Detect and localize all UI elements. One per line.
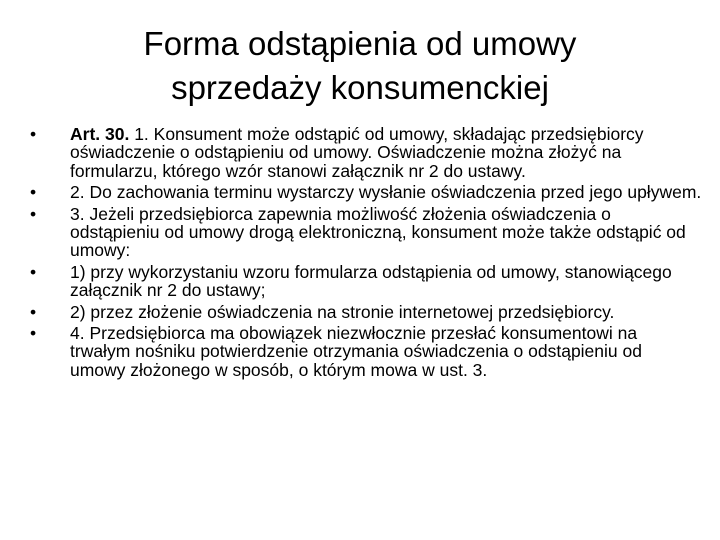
- bullet-text: 4. Przedsiębiorca ma obowiązek niezwłocznie przesłać konsumentowi na trwałym nośniku potwierdzenie otrzymania oświadczenia o odstąpieniu od umowy złożonego w sposób, o którym mowa w ust. 3.: [70, 323, 642, 380]
- bullet-item-4: [30, 324, 702, 379]
- bullet-text: 2) przez złożenie oświadczenia na stronie internetowej przedsiębiorcy.: [70, 301, 615, 322]
- bullet-item-2: [30, 183, 702, 201]
- slide-title: [40, 22, 680, 110]
- article-reference: Art. 30.: [70, 124, 130, 144]
- bullet-icon: •: [30, 182, 37, 203]
- bullet-icon: •: [30, 124, 37, 144]
- slide-title-line-1: Forma odstąpienia od umowy: [143, 25, 577, 62]
- bullet-text: 2. Do zachowania terminu wystarczy wysłanie oświadczenia przed jego upływem.: [70, 182, 702, 203]
- bullet-icon: •: [30, 261, 37, 282]
- bullet-item-art-30-1: [30, 125, 702, 180]
- slide-title-line-2: sprzedaży konsumenckiej: [171, 69, 549, 106]
- bullet-item-3-2: [30, 303, 702, 321]
- bullet-text: 3. Jeżeli przedsiębiorca zapewnia możliwość złożenia oświadczenia o odstąpieniu od umowy drogą elektroniczną, konsument może także odstąpić od umowy:: [70, 203, 686, 261]
- bullet-icon: •: [30, 301, 37, 322]
- bullet-text: 1) przy wykorzystaniu wzoru formularza odstąpienia od umowy, stanowiącego załącznik nr 2 do ustawy;: [70, 261, 672, 301]
- bullet-list: [30, 125, 702, 382]
- bullet-text: 1. Konsument może odstąpić od umowy, składając przedsiębiorcy oświadczenie o odstąpieniu od umowy. Oświadczenie można złożyć na formularzu, którego wzór stanowi załącznik nr 2 do ustawy.: [70, 124, 644, 181]
- bullet-icon: •: [30, 203, 37, 224]
- bullet-icon: •: [30, 323, 37, 344]
- bullet-item-3: [30, 205, 702, 260]
- bullet-item-3-1: [30, 263, 702, 300]
